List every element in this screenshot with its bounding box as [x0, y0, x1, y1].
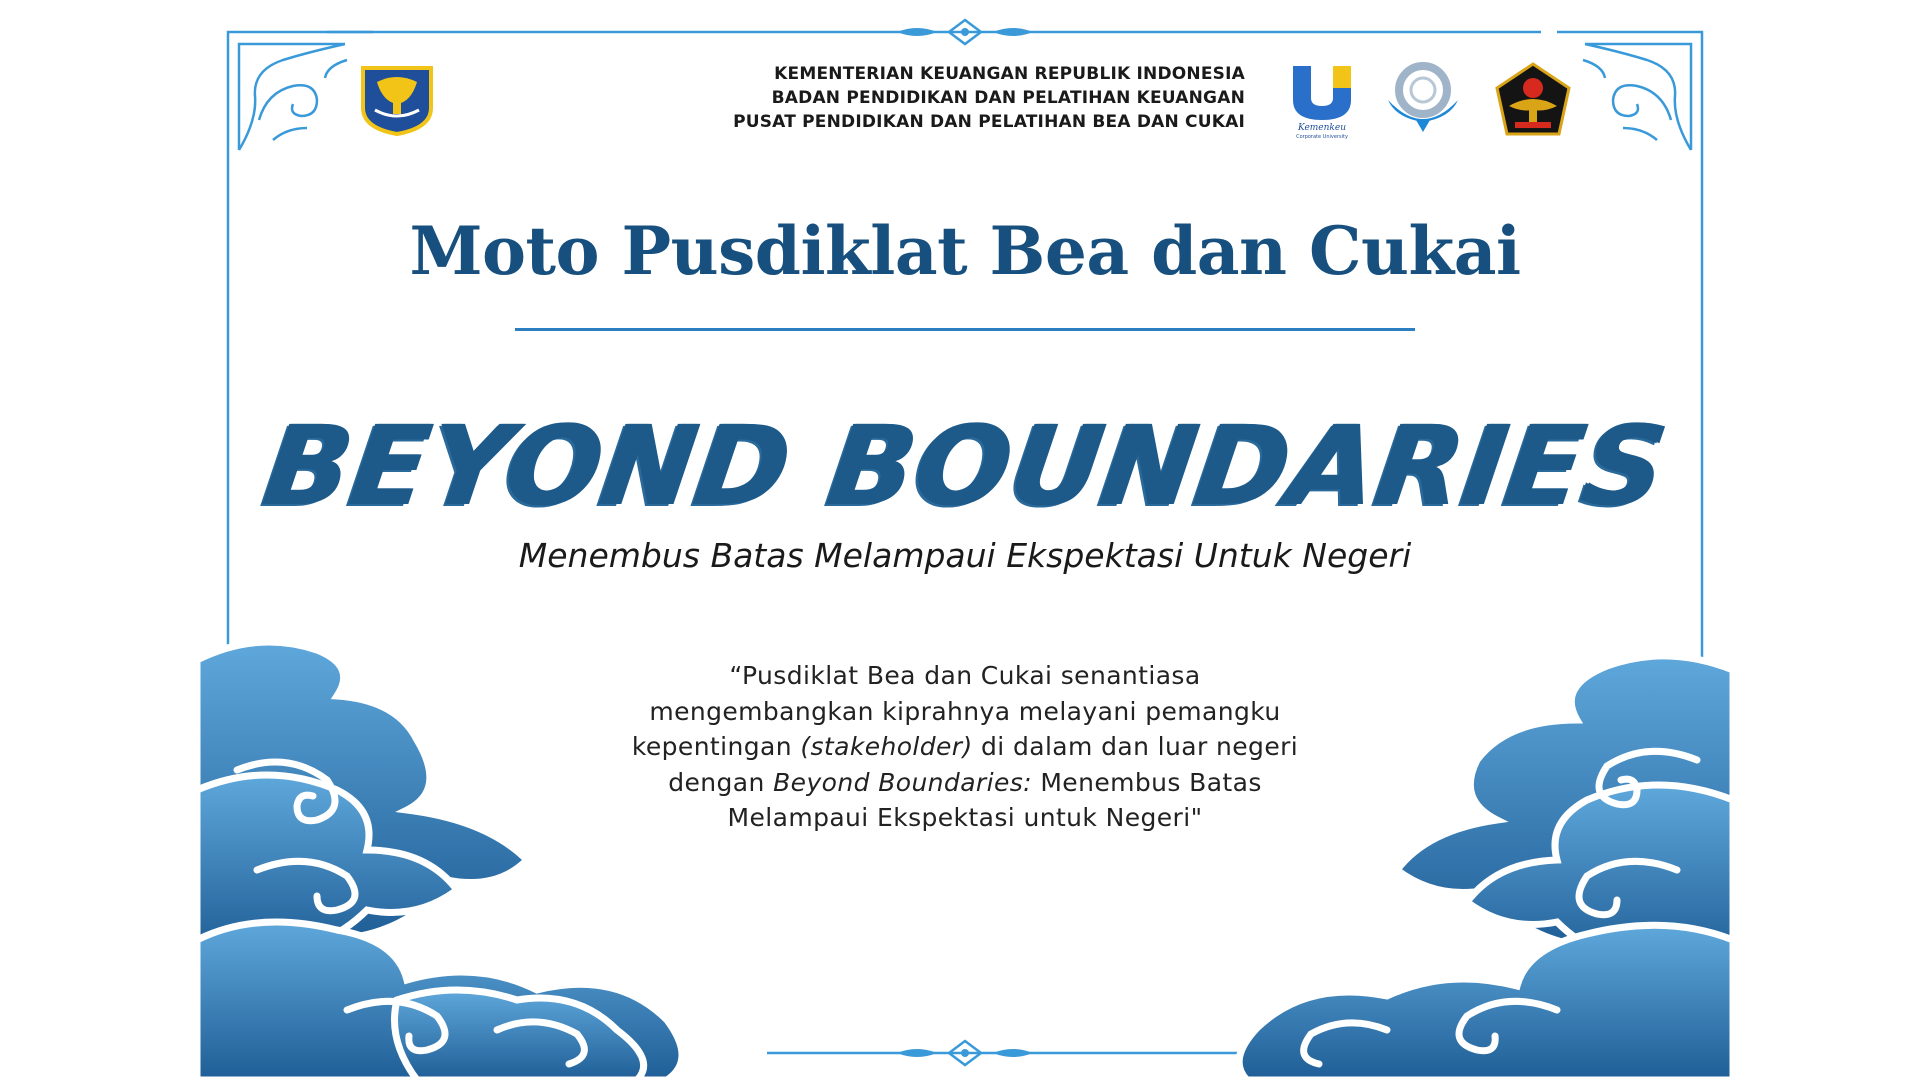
customs-emblem-logo [1493, 62, 1573, 140]
poster [197, 0, 1733, 1080]
cloud-pattern-right [1227, 650, 1733, 1080]
quote-line-3-part-a: kepentingan [631, 732, 801, 761]
quote-line-2: mengembangkan kiprahnya melayani pemangku [649, 696, 1281, 726]
corner-ornament-top-right [1557, 32, 1702, 188]
kemenkeu-logo-label: Kemenkeu [1297, 123, 1347, 133]
header-line-3: PUSAT PENDIDIKAN DAN PELATIHAN BEA DAN CUKAI [733, 112, 1245, 132]
kemenkeu-emblem-logo [355, 62, 439, 138]
quote-line-1: “Pusdiklat Bea dan Cukai senantiasa [729, 661, 1201, 690]
motto-heading: BEYOND BOUNDARIES [256, 402, 1674, 530]
quote-line-4-part-a: dengan [668, 767, 774, 797]
quote-line-4-italic: Beyond Boundaries: [773, 767, 1032, 797]
title-divider [515, 328, 1415, 331]
kemenkeu-logo-sublabel: Corporate University [1296, 134, 1348, 140]
institution-header [685, 62, 1245, 134]
corner-ornament-top-left [228, 32, 373, 188]
page-title: Moto Pusdiklat Bea dan Cukai [409, 212, 1521, 290]
motto-subtitle: Menembus Batas Melampaui Ekspektasi Untuk Negeri [518, 536, 1412, 575]
quote-line-4-part-c: Menembus Batas [1031, 767, 1262, 797]
cloud-pattern-left [197, 640, 757, 1080]
kemenkeu-corpu-logo [1287, 58, 1357, 140]
header-line-2: BADAN PENDIDIKAN DAN PELATIHAN KEUANGAN [771, 88, 1245, 108]
quote-line-5: Melampaui Ekspektasi untuk Negeri" [727, 803, 1203, 832]
header-line-1: KEMENTERIAN KEUANGAN REPUBLIK INDONESIA [774, 64, 1245, 84]
top-ornament [897, 20, 1033, 44]
quote-line-3-italic: (stakeholder) [800, 732, 973, 761]
bottom-ornament [897, 1041, 1033, 1065]
wco-logo [1380, 58, 1466, 140]
quote-line-3-part-c: di dalam dan luar negeri [972, 732, 1299, 761]
